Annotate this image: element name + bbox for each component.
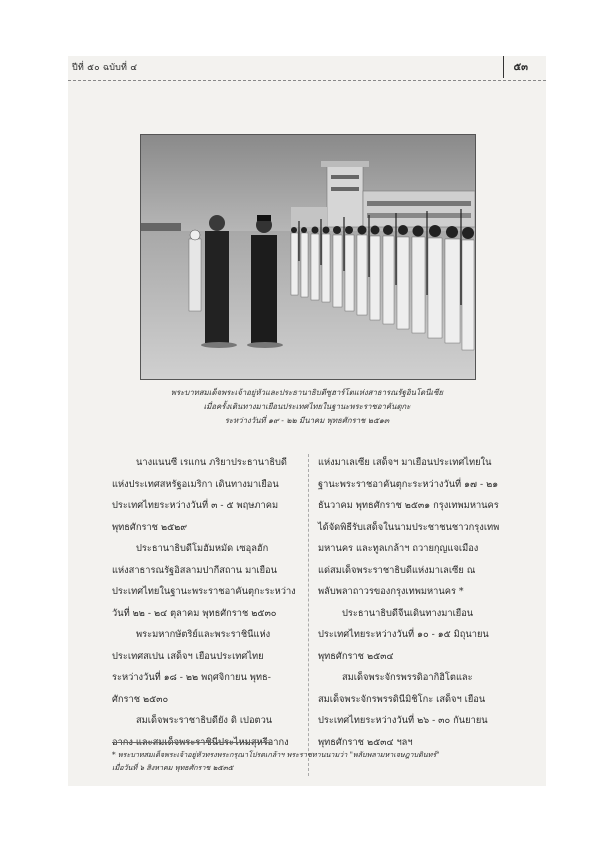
text-line: พุทธศักราช ๒๕๓๔ ฯลฯ <box>318 736 413 748</box>
text-line: ระหว่างวันที่ ๑๘ - ๒๒ พฤศจิกายน พุทธ- <box>112 672 271 683</box>
text-line: พลับพลาถาวรของกรุงเทพมหานคร * <box>318 586 464 597</box>
text-line: แห่งสาธารณรัฐอิสลามปากีสถาน มาเยือน <box>112 564 277 576</box>
journal-header: ปีที่ ๕๐ ฉบับที่ ๔ <box>72 63 138 73</box>
caption-line: พระบาทสมเด็จพระเจ้าอยู่หัวและประธานาธิบดีซูฮาร์โตแห่งสาธารณรัฐอินโดนีเซีย <box>170 388 444 397</box>
text-line: แห่งประเทศสหรัฐอเมริกา เดินทางมาเยือน <box>112 478 279 490</box>
text-line: ประธานาธิบดีโมฮัมหมัด เซอุลฮัก <box>136 543 269 554</box>
text-line: ศักราช ๒๕๓๐ <box>112 693 169 705</box>
text-line: ฐานะพระราชอาคันตุกะระหว่างวันที่ ๑๗ - ๒๑ <box>318 478 499 490</box>
photo-caption <box>124 386 490 428</box>
text-line: ธันวาคม พุทธศักราช ๒๕๓๑ กรุงเทพมหานคร <box>318 500 499 511</box>
text-line: สมเด็จพระราชาธิบดียัง ดิ เปอตวน <box>136 715 273 726</box>
text-line: พุทธศักราช ๒๕๓๔ <box>318 650 394 662</box>
text-line: วันที่ ๒๒ - ๒๔ ตุลาคม พุทธศักราช ๒๕๓๐ <box>112 607 277 619</box>
text-line: สมเด็จพระจักรพรรดินีมิชิโกะ เสด็จฯ เยือน <box>318 693 486 705</box>
page-number: ๕๓ <box>513 62 528 73</box>
text-line: อากง และสมเด็จพระราชินีประไหมสุหรีอากง <box>112 736 289 748</box>
text-line: ประเทศสเปน เสด็จฯ เยือนประเทศไทย <box>112 650 264 662</box>
text-line: แห่งมาเลเซีย เสด็จฯ มาเยือนประเทศไทยใน <box>318 457 492 468</box>
caption-line: ระหว่างวันที่ ๑๙ - ๒๒ มีนาคม พุทธศักราช ๒๕๑๓ <box>224 416 390 425</box>
footnote-rule <box>112 742 272 743</box>
text-line: ประเทศไทยในฐานะพระราชอาคันตุกะระหว่าง <box>112 586 296 597</box>
text-line: พุทธศักราช ๒๕๒๙ <box>112 521 188 533</box>
photograph-icon <box>141 135 475 379</box>
text-line: ประเทศไทยระหว่างวันที่ ๒๖ - ๓๐ กันยายน <box>318 715 488 726</box>
right-column <box>318 452 518 753</box>
caption-line: เมื่อครั้งเดินทางมาเยือนประเทศไทยในฐานะพระราชอาคันตุกะ <box>203 402 411 411</box>
text-line: ประเทศไทยระหว่างวันที่ ๓ - ๕ พฤษภาคม <box>112 500 279 511</box>
text-line: ประเทศไทยระหว่างวันที่ ๑๐ - ๑๕ มิถุนายน <box>318 629 489 640</box>
text-line: พระมหากษัตริย์และพระราชินีแห่ง <box>136 629 271 640</box>
header-rule <box>68 80 546 81</box>
text-line: มหานคร และทูลเกล้าฯ ถวายกุญแจเมือง <box>318 543 479 554</box>
header-divider <box>503 56 505 78</box>
text-line: สมเด็จพระจักรพรรดิอากิฮิโตและ <box>342 672 473 683</box>
footnote-line: * พระบาทสมเด็จพระเจ้าอยู่หัวทรงพระกรุณาโปรดเกล้าฯ พระราชทานนามว่า "พลับพลามหาเจษฎาบดินทร์" <box>112 750 440 759</box>
left-column <box>112 452 312 753</box>
footnote <box>112 748 532 774</box>
column-divider <box>308 454 309 776</box>
text-line: แด่สมเด็จพระราชาธิบดีแห่งมาเลเซีย ณ <box>318 564 476 576</box>
footnote-line: เมื่อวันที่ ๖ สิงหาคม พุทธศักราช ๒๕๓๕ <box>112 763 234 772</box>
text-line: ประธานาธิบดีจีนเดินทางมาเยือน <box>342 607 474 619</box>
document-page <box>68 56 546 786</box>
text-line: นางแนนซี เรแกน ภริยาประธานาธิบดี <box>136 457 287 468</box>
historical-photograph <box>140 134 476 380</box>
text-line: ได้จัดพิธีรับเสด็จในนามประชาชนชาวกรุงเทพ <box>318 521 500 533</box>
